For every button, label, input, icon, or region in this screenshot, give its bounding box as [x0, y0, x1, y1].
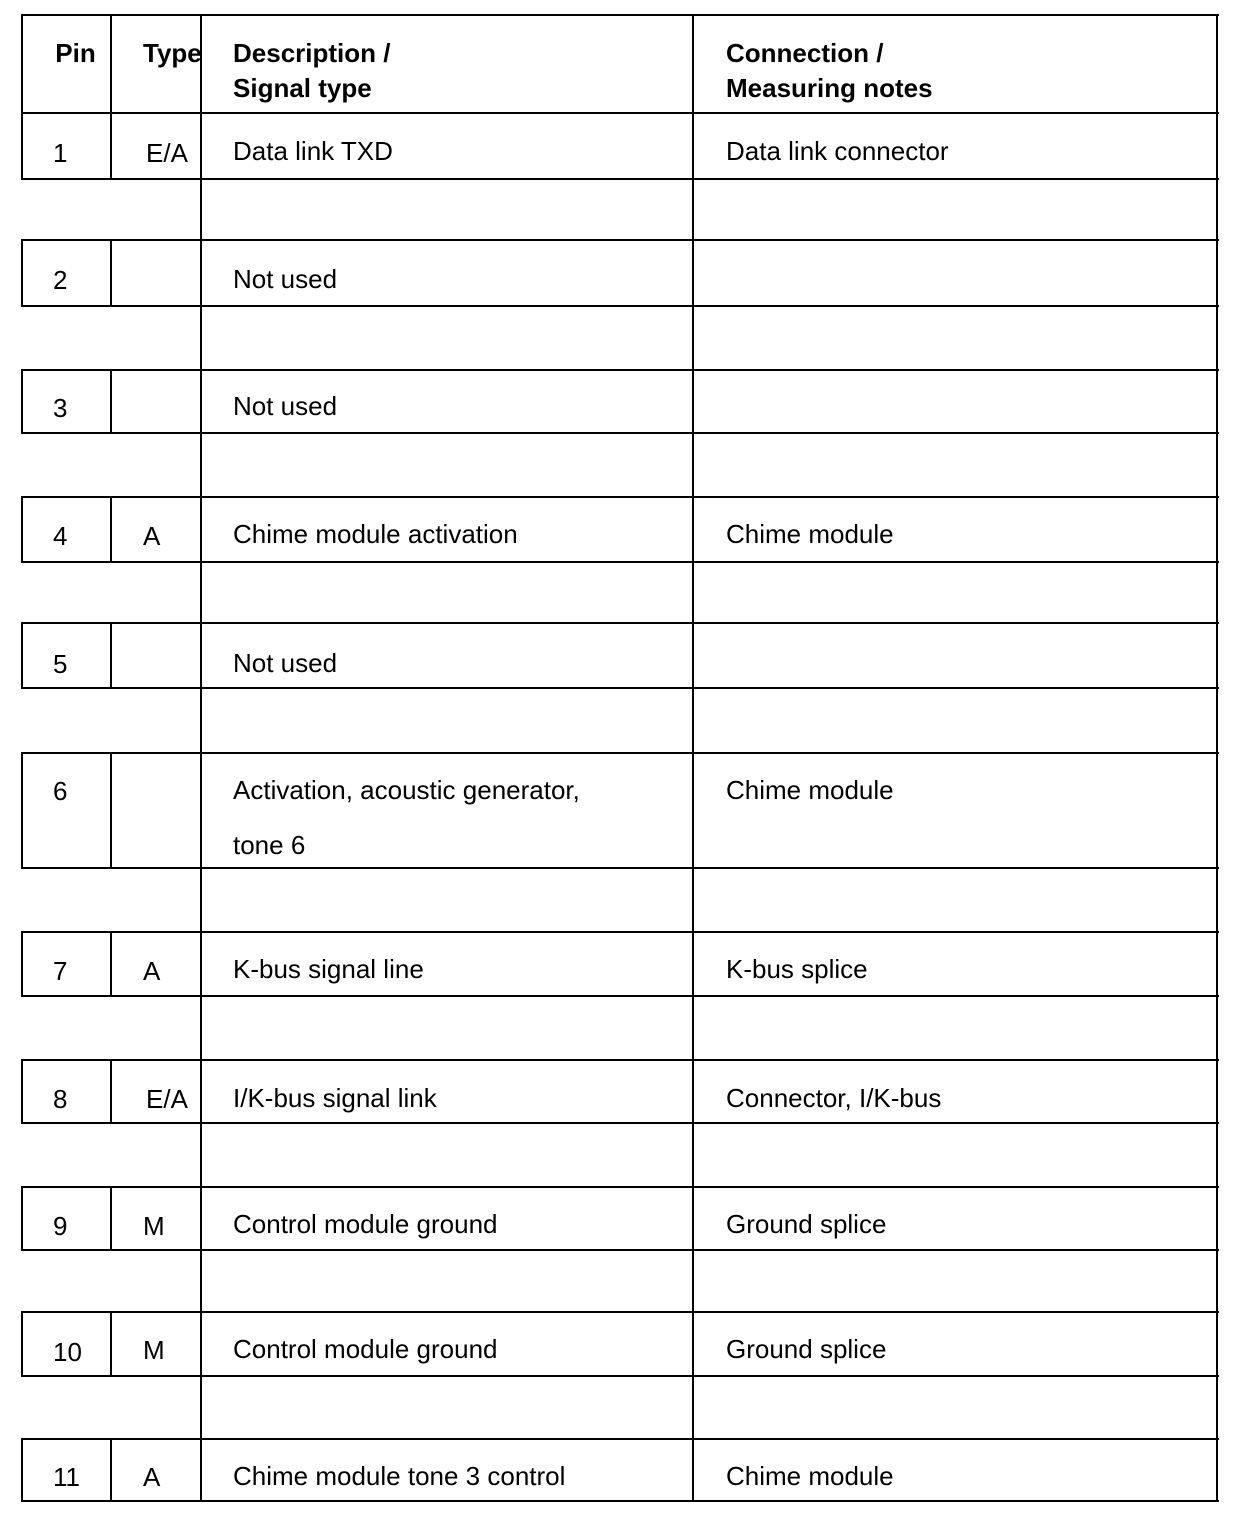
connection-cell: Ground splice — [726, 1209, 887, 1239]
row-left-border — [21, 496, 23, 563]
row-divider — [21, 1438, 1219, 1440]
description-cell-line2: tone 6 — [233, 830, 306, 860]
row-divider — [21, 432, 1219, 434]
pin-cell: 10 — [53, 1337, 82, 1367]
row-divider — [21, 1311, 1219, 1313]
row-left-border — [21, 1186, 23, 1251]
row-left-border — [21, 1438, 23, 1502]
row-pin-divider — [110, 931, 112, 997]
row-left-border — [21, 931, 23, 997]
connection-cell: Chime module — [726, 1461, 894, 1491]
row-left-border — [21, 1311, 23, 1377]
row-left-border — [21, 369, 23, 434]
pin-cell: 4 — [53, 521, 68, 551]
row-divider — [21, 1375, 1219, 1377]
header-description-line2: Signal type — [233, 73, 372, 103]
row-divider — [21, 561, 1219, 563]
header-connection-line1: Connection / — [726, 38, 884, 68]
description-cell: Data link TXD — [233, 136, 393, 166]
pin-cell: 2 — [53, 265, 68, 295]
row-divider — [21, 1249, 1219, 1251]
pin-cell: 1 — [53, 138, 68, 168]
type-cell: E/A — [146, 1084, 188, 1114]
pin-cell: 5 — [53, 649, 68, 679]
connection-cell: Data link connector — [726, 136, 949, 166]
pin-cell: 8 — [53, 1084, 68, 1114]
desc-conn-divider — [692, 14, 694, 1502]
pin-cell: 6 — [53, 776, 68, 806]
description-cell: I/K-bus signal link — [233, 1083, 437, 1113]
description-cell: Control module ground — [233, 1334, 498, 1364]
description-cell: Chime module tone 3 control — [233, 1461, 566, 1491]
row-left-border — [21, 752, 23, 868]
header-bottom-border — [21, 112, 1219, 114]
connection-cell: Connector, I/K-bus — [726, 1083, 942, 1113]
row-divider — [21, 1059, 1219, 1061]
row-pin-divider — [110, 752, 112, 868]
pin-cell: 9 — [53, 1211, 68, 1241]
connection-cell: Chime module — [726, 775, 894, 805]
connection-cell: K-bus splice — [726, 954, 868, 984]
row-left-border — [21, 622, 23, 689]
row-divider — [21, 687, 1219, 689]
type-desc-divider — [200, 14, 202, 1502]
row-divider — [21, 369, 1219, 371]
type-cell: A — [143, 521, 161, 551]
row-pin-divider — [110, 1186, 112, 1251]
header-description-line1: Description / — [233, 38, 391, 68]
row-pin-divider — [110, 1311, 112, 1377]
row-pin-divider — [110, 622, 112, 689]
description-cell: Not used — [233, 648, 338, 678]
row-divider — [21, 1122, 1219, 1124]
row-divider — [21, 178, 1219, 180]
header-pin: Pin — [55, 38, 96, 68]
type-cell: M — [143, 1211, 165, 1241]
row-divider — [21, 867, 1219, 869]
type-cell: A — [143, 1462, 161, 1492]
pin-cell: 7 — [53, 956, 68, 986]
table-bottom-border — [21, 1500, 1219, 1502]
description-cell: Chime module activation — [233, 519, 518, 549]
row-left-border — [21, 239, 23, 307]
row-divider — [21, 496, 1219, 498]
row-divider — [21, 995, 1219, 997]
type-cell: E/A — [146, 138, 188, 168]
connection-cell: Chime module — [726, 519, 894, 549]
row-pin-divider — [110, 496, 112, 563]
description-cell: Activation, acoustic generator, — [233, 775, 580, 805]
row-divider — [21, 931, 1219, 933]
pin-cell: 3 — [53, 393, 68, 423]
row-pin-divider — [110, 239, 112, 307]
type-cell: M — [143, 1335, 165, 1365]
header-connection-line2: Measuring notes — [726, 73, 933, 103]
table-right-border — [1216, 14, 1218, 1502]
row-divider — [21, 305, 1219, 307]
description-cell: Not used — [233, 391, 338, 421]
type-cell: A — [143, 956, 161, 986]
pin-cell: 11 — [53, 1462, 80, 1492]
description-cell: Not used — [233, 264, 338, 294]
row-divider — [21, 239, 1219, 241]
row-divider — [21, 752, 1219, 754]
description-cell: K-bus signal line — [233, 954, 424, 984]
connection-cell: Ground splice — [726, 1334, 887, 1364]
row-left-border — [21, 1059, 23, 1124]
row-pin-divider — [110, 1438, 112, 1502]
row-pin-divider — [110, 369, 112, 434]
description-cell: Control module ground — [233, 1209, 498, 1239]
header-type: Type — [143, 38, 202, 68]
row-divider — [21, 1186, 1219, 1188]
row-divider — [21, 622, 1219, 624]
